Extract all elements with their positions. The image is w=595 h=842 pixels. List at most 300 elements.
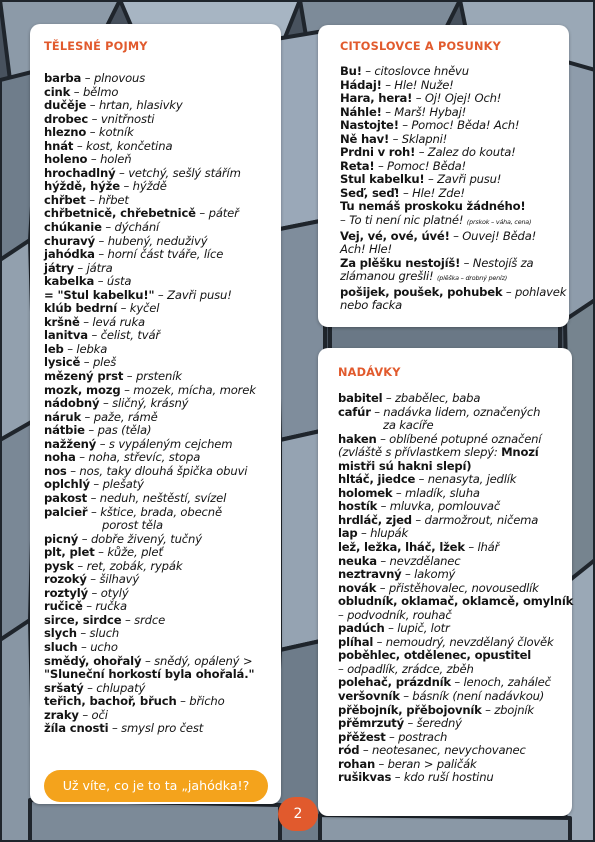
entry-term: cafúr	[338, 404, 371, 419]
entry-term: klúb bedrní	[44, 301, 118, 316]
entry-separator: –	[88, 111, 101, 126]
entry-definition: mozek, mícha, morek	[133, 382, 256, 397]
glossary-entry	[44, 302, 281, 316]
entry-term: cink	[44, 84, 71, 99]
entry-definition: nebo facka	[340, 298, 402, 313]
entry-term: nos	[44, 463, 67, 478]
entry-definition: chlupatý	[96, 680, 146, 695]
glossary-entry	[44, 614, 281, 628]
entry-term: pysk	[44, 558, 74, 573]
entry-term: = "Stul kabelku!"	[44, 287, 155, 302]
entry-definition: – To ti není nic platné!	[340, 213, 464, 228]
entry-definition: plešatý	[102, 477, 144, 492]
entry-separator: –	[449, 228, 463, 243]
entry-definition: břicho	[189, 694, 225, 709]
entry-separator: –	[87, 328, 101, 343]
entry-term: holeno	[44, 152, 88, 167]
insults-card	[318, 348, 572, 816]
insults-list	[338, 392, 572, 785]
glossary-entry	[44, 248, 281, 262]
entry-term: Tu nemáš proskoku žádného!	[340, 199, 526, 214]
entry-separator: –	[403, 716, 417, 731]
entry-term: lež, ležka, lháč, lžek	[338, 540, 465, 555]
glossary-entry	[338, 555, 572, 569]
entry-separator: –	[73, 260, 87, 275]
entry-term: sršatý	[44, 680, 84, 695]
entry-term: rozoký	[44, 572, 87, 587]
glossary-entry	[44, 722, 281, 736]
entry-term: neztravný	[338, 567, 402, 582]
entry-definition: beran > paličák	[387, 756, 477, 771]
entry-term: padúch	[338, 621, 385, 636]
entry-term: Mnozí	[501, 445, 539, 460]
entry-term: palcieř	[44, 504, 88, 519]
entry-separator: –	[70, 84, 83, 99]
entry-definition: pleš	[92, 355, 117, 370]
glossary-entry	[44, 709, 281, 723]
entry-separator: –	[77, 639, 91, 654]
entry-separator: –	[385, 729, 399, 744]
entry-definition: srdce	[134, 612, 166, 627]
entry-definition: neotesanec, nevychovanec	[371, 743, 526, 758]
entry-separator: –	[108, 721, 122, 736]
entry-term: přěmrzutý	[338, 716, 404, 731]
entry-definition: za kacíře	[383, 418, 434, 433]
entry-separator: –	[75, 450, 89, 465]
glossary-entry	[44, 465, 281, 479]
entry-term: hnát	[44, 138, 74, 153]
entry-definition: Zavři pusu!	[437, 172, 502, 187]
entry-term: noha	[44, 450, 76, 465]
entry-separator: –	[376, 580, 389, 595]
entry-definition: páteř	[208, 206, 239, 221]
glossary-entry	[44, 343, 281, 357]
glossary-entry	[340, 65, 569, 79]
entry-separator: –	[121, 612, 135, 627]
entry-separator: –	[94, 545, 108, 560]
entry-separator: –	[424, 172, 438, 187]
glossary-entry	[340, 299, 569, 313]
entry-definition: Nestojíš za	[472, 255, 534, 270]
entry-separator: –	[359, 743, 372, 758]
entry-term: hrdláč, zjed	[338, 512, 412, 527]
entry-term: polehač, prázdník	[338, 675, 451, 690]
entry-separator: –	[96, 436, 109, 451]
glossary-entry	[338, 676, 572, 690]
entry-definition: levá ruka	[92, 314, 146, 329]
entry-term: kabelka	[44, 274, 95, 289]
entry-term: Nastojte!	[340, 118, 399, 133]
entry-term: lap	[338, 526, 358, 541]
entry-term: pošijek, poušek, pohubek	[340, 284, 503, 299]
entry-note: (prskok – váha, cena)	[466, 218, 532, 227]
entry-definition: – odpadlík, zrádce, zběh	[338, 661, 474, 676]
glossary-entry	[44, 356, 281, 370]
entry-term: játry	[44, 260, 74, 275]
entry-definition: smysl pro čest	[121, 721, 204, 736]
entry-separator: –	[357, 526, 371, 541]
entry-term: Prdni v roh!	[340, 145, 416, 160]
entry-separator: –	[73, 138, 86, 153]
entry-definition: nadávka lidem, označených	[383, 404, 541, 419]
entry-term: mězený prst	[44, 369, 124, 384]
entry-definition: citoslovce hněvu	[374, 64, 469, 78]
entry-term: zraky	[44, 707, 79, 722]
entry-definition: ústa	[106, 274, 132, 289]
entry-definition: kůže, pleť	[107, 545, 163, 560]
glossary-entry	[44, 492, 281, 506]
entry-separator: –	[373, 634, 386, 649]
entry-definition: ret, zobák, rypák	[86, 558, 183, 573]
glossary-entry	[338, 487, 572, 501]
entry-definition: šeredný	[416, 716, 462, 731]
entry-definition: přistěhovalec, novousedlík	[388, 580, 539, 595]
glossary-entry	[338, 473, 572, 487]
glossary-entry	[44, 113, 281, 127]
glossary-entry	[44, 451, 281, 465]
glossary-entry	[338, 622, 572, 636]
glossary-entry	[338, 433, 572, 447]
entry-definition: s vypáleným cejchem	[108, 436, 233, 451]
glossary-entry	[44, 140, 281, 154]
entry-definition: Oj! Ojej! Och!	[424, 91, 502, 106]
entry-definition: Sklapni!	[401, 131, 448, 146]
glossary-entry	[338, 460, 572, 474]
entry-term: plt, plet	[44, 545, 95, 560]
entry-separator: –	[411, 512, 425, 527]
glossary-entry	[44, 411, 281, 425]
entry-separator: –	[99, 396, 113, 411]
entry-term: lanitva	[44, 328, 88, 343]
entry-term: plíhal	[338, 634, 374, 649]
glossary-entry	[340, 270, 569, 286]
entry-term: "Sluneční horkostí byla ohořalá."	[44, 667, 255, 682]
glossary-entry	[340, 187, 569, 201]
entry-term: barba	[44, 71, 82, 85]
entry-definition: nemoudrý, nevzdělaný člověk	[385, 634, 554, 649]
entry-term: holomek	[338, 485, 393, 500]
entry-separator: –	[76, 626, 90, 641]
question-bubble: Už víte, co je to ta „jahódka!?	[44, 770, 268, 802]
interjections-card	[318, 25, 569, 327]
entry-separator: –	[78, 707, 92, 722]
entry-separator: –	[154, 287, 168, 302]
entry-definition: hýždě	[132, 179, 167, 194]
glossary-entry	[340, 173, 569, 187]
glossary-entry	[44, 180, 281, 194]
entry-definition: lakomý	[414, 567, 456, 582]
glossary-entry	[338, 406, 572, 420]
entry-term: přěžest	[338, 729, 386, 744]
entry-separator: –	[377, 499, 390, 514]
glossary-entry	[338, 758, 572, 772]
entry-term: hlezno	[44, 125, 87, 140]
glossary-entry	[338, 663, 572, 677]
glossary-entry	[338, 595, 572, 609]
entry-note: (plěška – drobný peníz)	[436, 274, 508, 283]
entry-definition: porost těla	[102, 518, 163, 533]
entry-term: haken	[338, 431, 377, 446]
entry-term: Seď, seď!	[340, 185, 400, 200]
entry-separator: –	[78, 531, 91, 546]
entry-separator: –	[415, 145, 428, 160]
glossary-entry	[340, 146, 569, 160]
glossary-entry	[340, 92, 569, 106]
entry-term: babitel	[338, 391, 383, 405]
entry-definition: zlámanou grešli!	[340, 269, 434, 284]
entry-separator: –	[115, 165, 129, 180]
glossary-entry	[44, 99, 281, 113]
entry-separator: –	[85, 192, 99, 207]
glossary-entry	[338, 690, 572, 704]
entry-definition: mladík, sluha	[405, 485, 480, 500]
entry-definition: sličný, krásný	[112, 396, 189, 411]
entry-separator: –	[79, 314, 93, 329]
glossary-entry	[44, 126, 281, 140]
entry-definition: hlupák	[370, 526, 408, 541]
entry-definition: dýchání	[114, 220, 160, 235]
entry-separator: –	[81, 409, 94, 424]
entry-term: náruk	[44, 409, 82, 424]
entry-term: drobec	[44, 111, 89, 126]
entry-separator: –	[502, 284, 515, 299]
entry-term: roztylý	[44, 585, 89, 600]
entry-definition: lhář	[477, 540, 500, 555]
entry-separator: –	[120, 382, 134, 397]
glossary-entry	[340, 160, 569, 174]
glossary-entry	[338, 582, 572, 596]
glossary-entry	[44, 275, 281, 289]
entry-separator: –	[119, 179, 133, 194]
entry-definition: nenasyta, jedlík	[427, 472, 517, 487]
entry-term: mozk, mozg	[44, 382, 121, 397]
glossary-entry	[340, 243, 569, 257]
glossary-entry	[44, 478, 281, 492]
glossary-entry	[340, 230, 569, 244]
entry-definition: noha, střevíc, stopa	[88, 450, 201, 465]
glossary-entry	[44, 316, 281, 330]
glossary-entry	[338, 568, 572, 582]
entry-term: novák	[338, 580, 377, 595]
entry-separator: –	[195, 206, 209, 221]
entry-definition: bělmo	[82, 84, 119, 99]
entry-definition: – podvodník, rouhač	[338, 607, 452, 622]
entry-term: Za plěšku nestojíš!	[340, 255, 461, 270]
entry-term: chúkanie	[44, 220, 102, 235]
entry-definition: hubený, neduživý	[107, 233, 208, 248]
glossary-entry	[44, 167, 281, 181]
glossary-entry	[338, 446, 572, 460]
entry-separator: –	[376, 553, 390, 568]
entry-separator: –	[391, 770, 404, 785]
entry-definition: játra	[86, 260, 113, 275]
glossary-entry	[44, 384, 281, 398]
entry-separator: –	[412, 91, 425, 106]
entry-definition: ručka	[95, 599, 127, 614]
entry-separator: –	[117, 301, 130, 316]
entry-separator: –	[95, 233, 108, 248]
entry-definition: paže, rámě	[93, 409, 158, 424]
entry-separator: –	[73, 558, 87, 573]
entry-separator: –	[86, 572, 100, 587]
glossary-entry	[338, 771, 572, 785]
glossary-entry	[44, 682, 281, 696]
entry-term: ručicě	[44, 599, 83, 614]
entry-term: neuka	[338, 553, 377, 568]
entry-definition: vnitřnosti	[100, 111, 155, 126]
entry-term: Hara, hera!	[340, 91, 413, 106]
entry-definition: snědý, opálený >	[154, 653, 253, 668]
interjections-heading: CITOSLOVCE A POSUNKY	[340, 40, 501, 53]
entry-separator: –	[381, 104, 395, 119]
glossary-entry	[340, 200, 569, 214]
entry-definition: Zavři pusu!	[167, 287, 232, 302]
glossary-entry	[340, 214, 569, 230]
entry-separator: –	[376, 431, 390, 446]
glossary-entry	[44, 370, 281, 384]
entry-definition: nos, taky dlouhá špička obuvi	[79, 463, 248, 478]
entry-definition: prsteník	[135, 369, 182, 384]
entry-definition: holeň	[100, 152, 132, 167]
glossary-entry	[338, 609, 572, 623]
entry-separator: –	[401, 567, 415, 582]
entry-separator: –	[83, 680, 97, 695]
glossary-entry	[340, 106, 569, 120]
entry-term: žíla cnosti	[44, 721, 109, 736]
glossary-entry	[44, 573, 281, 587]
entry-separator: –	[392, 485, 405, 500]
entry-definition: zbabělec, baba	[394, 391, 481, 405]
glossary-entry	[44, 235, 281, 249]
glossary-entry	[44, 329, 281, 343]
entry-definition: lenoch, zahálеč	[463, 675, 551, 690]
entry-separator: –	[86, 98, 99, 113]
entry-separator: –	[87, 490, 100, 505]
entry-term: lysicě	[44, 355, 81, 370]
entry-term: Hádaj!	[340, 77, 382, 92]
entry-definition: kštice, brada, obecně	[100, 504, 222, 519]
entry-definition: (zvláště s přívlastkem slepý:	[338, 445, 502, 460]
entry-definition: čelist, tvář	[100, 328, 161, 343]
entry-separator: –	[399, 185, 413, 200]
glossary-entry	[44, 600, 281, 614]
entry-term: nažžený	[44, 436, 97, 451]
entry-definition: kyčel	[129, 301, 160, 316]
glossary-entry	[340, 119, 569, 133]
entry-term: mistři sú hakni slepí)	[338, 458, 472, 473]
entry-term: kršně	[44, 314, 80, 329]
entry-definition: dobře živený, tučný	[90, 531, 202, 546]
entry-separator: –	[63, 341, 77, 356]
glossary-entry	[44, 506, 281, 520]
entry-definition: hrtan, hlasivky	[98, 98, 183, 113]
entry-term: churavý	[44, 233, 95, 248]
entry-term: Stul kabelku!	[340, 172, 425, 187]
entry-definition: Ach! Hle!	[340, 242, 392, 257]
glossary-entry	[44, 641, 281, 655]
entry-separator: –	[389, 131, 402, 146]
entry-separator: –	[87, 152, 101, 167]
glossary-entry	[340, 79, 569, 93]
glossary-entry	[44, 207, 281, 221]
entry-term: teřich, bachoř, břuch	[44, 694, 177, 709]
glossary-entry	[338, 500, 572, 514]
entry-separator: –	[382, 391, 395, 405]
entry-term: leb	[44, 341, 64, 356]
entry-definition: pas (těla)	[97, 423, 152, 438]
entry-term: hrochadlný	[44, 165, 116, 180]
interjections-list	[340, 65, 569, 313]
entry-definition: nevzdělanec	[389, 553, 461, 568]
entry-separator: –	[460, 255, 473, 270]
glossary-entry	[44, 560, 281, 574]
entry-term: poběhlec, otdělenec, opustitel	[338, 648, 532, 663]
glossary-entry	[338, 717, 572, 731]
entry-definition: básník (není nadávkou)	[412, 689, 545, 704]
entry-separator: –	[81, 71, 94, 85]
entry-term: pakost	[44, 490, 88, 505]
glossary-entry	[44, 72, 281, 86]
entry-term: ród	[338, 743, 360, 758]
entry-definition: Marš! Hybaj!	[394, 104, 467, 119]
glossary-entry	[44, 695, 281, 709]
entry-term: obludník, oklamač, oklamcě, omylník	[338, 594, 574, 609]
glossary-entry	[44, 86, 281, 100]
entry-definition: otylý	[100, 585, 129, 600]
entry-separator: –	[415, 472, 428, 487]
glossary-entry	[44, 519, 281, 533]
entry-separator: –	[375, 756, 388, 771]
entry-term: Reta!	[340, 158, 375, 173]
body-terms-card	[30, 24, 281, 804]
entry-term: smědý, ohořalý	[44, 653, 142, 668]
entry-definition: kotník	[98, 125, 134, 140]
entry-definition: plnovous	[93, 71, 146, 85]
entry-definition: neduh, neštěstí, svízel	[99, 490, 227, 505]
entry-definition: Hle! Nuže!	[394, 77, 454, 92]
entry-term: nátbie	[44, 423, 85, 438]
entry-term: sirce, sirdce	[44, 612, 122, 627]
entry-definition: vetchý, sešlý stářím	[128, 165, 241, 180]
entry-definition: hřbet	[98, 192, 129, 207]
glossary-entry	[338, 419, 572, 433]
entry-definition: lebka	[76, 341, 108, 356]
body-terms-heading: TĚLESNÉ POJMY	[44, 40, 148, 53]
entry-definition: lupič, lotr	[397, 621, 450, 636]
entry-separator: –	[398, 118, 412, 133]
glossary-entry	[44, 587, 281, 601]
entry-separator: –	[361, 64, 375, 78]
entry-separator: –	[101, 220, 115, 235]
glossary-entry	[338, 392, 572, 406]
entry-separator: –	[94, 247, 108, 262]
entry-term: Vej, vé, ové, úvé!	[340, 228, 450, 243]
entry-term: sluch	[44, 639, 78, 654]
entry-definition: Zalez do kouta!	[427, 145, 516, 160]
entry-definition: kost, končetina	[86, 138, 173, 153]
entry-definition: pohlavek	[514, 284, 567, 299]
entry-term: hostík	[338, 499, 378, 514]
glossary-entry	[44, 289, 281, 303]
glossary-entry	[44, 424, 281, 438]
entry-term: rohan	[338, 756, 376, 771]
entry-definition: darmožrout, ničema	[424, 512, 539, 527]
glossary-entry	[44, 194, 281, 208]
entry-definition: Ouvej! Běda!	[462, 228, 537, 243]
entry-separator: –	[399, 689, 413, 704]
entry-separator: –	[87, 504, 101, 519]
glossary-entry	[44, 221, 281, 235]
